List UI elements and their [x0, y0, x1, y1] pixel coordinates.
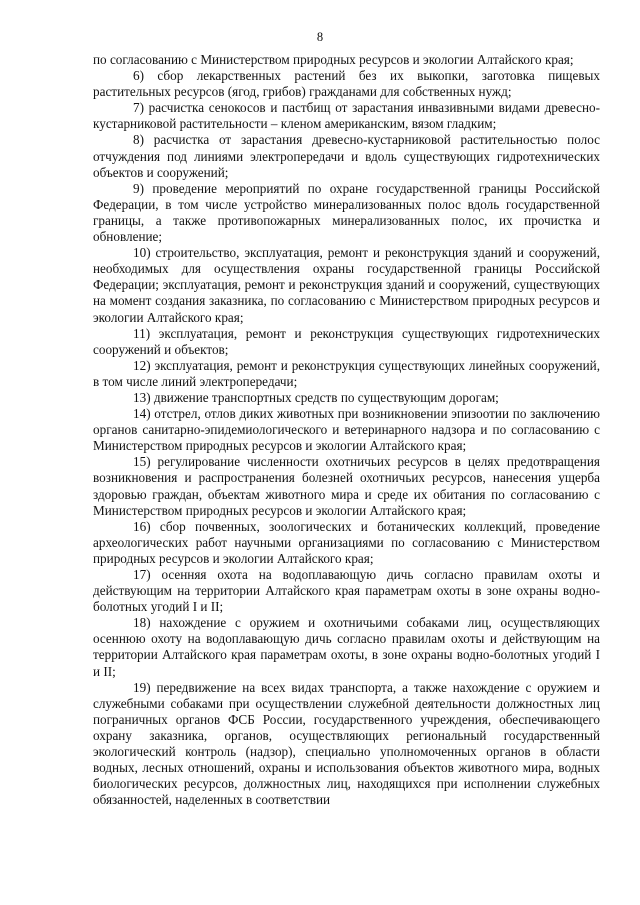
list-item-10: 10) строительство, эксплуатация, ремонт и реконструкция зданий и сооружений, необходимых для осуществления охраны государственной границы Российской Федерации; эксплуатация, ремонт и реконструкция зданий и сооружений, существующих на момент создания заказника, по согласованию с Министерством природных ресурсов и экологии Алтайского края;	[93, 245, 600, 325]
list-item-6: 6) сбор лекарственных растений без их выкопки, заготовка пищевых растительных ресурсов (ягод, грибов) гражданами для собственных нужд;	[93, 68, 600, 100]
list-item-17: 17) осенняя охота на водоплавающую дичь согласно правилам охоты и действующим на территории Алтайского края параметрам охоты в зоне охраны водно-болотных угодий I и II;	[93, 567, 600, 615]
document-body	[93, 52, 600, 808]
list-item-8: 8) расчистка от зарастания древесно-кустарниковой растительностью полос отчуждения под линиями электропередачи и вдоль существующих гидротехнических объектов и сооружений;	[93, 132, 600, 180]
list-item-9: 9) проведение мероприятий по охране государственной границы Российской Федерации, в том числе устройство минерализованных полос вдоль государственной границы, а также противопожарных минерализованных полос, их прочистка и обновление;	[93, 180, 600, 245]
page-number: 8	[316, 30, 324, 44]
list-item-7: 7) расчистка сенокосов и пастбищ от зарастания инвазивными видами древесно-кустарниковой растительности – кленом американским, вязом гладким;	[93, 100, 600, 132]
list-item-13: 13) движение транспортных средств по существующим дорогам;	[133, 389, 499, 405]
list-item-11: 11) эксплуатация, ремонт и реконструкция существующих гидротехнических сооружений и объектов;	[93, 325, 600, 357]
list-item-12: 12) эксплуатация, ремонт и реконструкция существующих линейных сооружений, в том числе линий электропередачи;	[93, 357, 600, 389]
list-item-16: 16) сбор почвенных, зоологических и ботанических коллекций, проведение археологических работ научными организациями по согласованию с Министерством природных ресурсов и экологии Алтайского края;	[93, 518, 600, 566]
list-item-14: 14) отстрел, отлов диких животных при возникновении эпизоотии по заключению органов санитарно-эпидемиологического и ветеринарного надзора и по согласованию с Министерством природных ресурсов и экологии Алтайского края;	[93, 406, 600, 454]
list-item-15: 15) регулирование численности охотничьих ресурсов в целях предотвращения возникновения и распространения болезней охотничьих ресурсов, нанесения ущерба здоровью граждан, объектам животного мира и среде их обитания по согласованию с Министерством природных ресурсов и экологии Алтайского края;	[93, 454, 600, 518]
list-item-18: 18) нахождение с оружием и охотничьими собаками лиц, осуществляющих осеннюю охоту на водоплавающую дичь согласно правилам охоты и действующим на территории Алтайского края параметрам охоты, в зоне охраны водно-болотных угодий I и II;	[93, 615, 600, 679]
list-item-19: 19) передвижение на всех видах транспорта, а также нахождение с оружием и служебными собаками при осуществлении служебной деятельности должностных лиц пограничных органов ФСБ России, государственного учреждения, обеспечивающего охрану заказника, органов, осуществляющих региональный государственный экологический контроль (надзор), специально уполномоченных органов в области водных, лесных отношений, охраны и использования объектов животного мира, водных биологических ресурсов, должностных лиц, находящихся при исполнении служебных обязанностей, наделенных в соответствии	[93, 679, 600, 808]
paragraph-continuation: по согласованию с Министерством природных ресурсов и экологии Алтайского края;	[93, 52, 574, 67]
